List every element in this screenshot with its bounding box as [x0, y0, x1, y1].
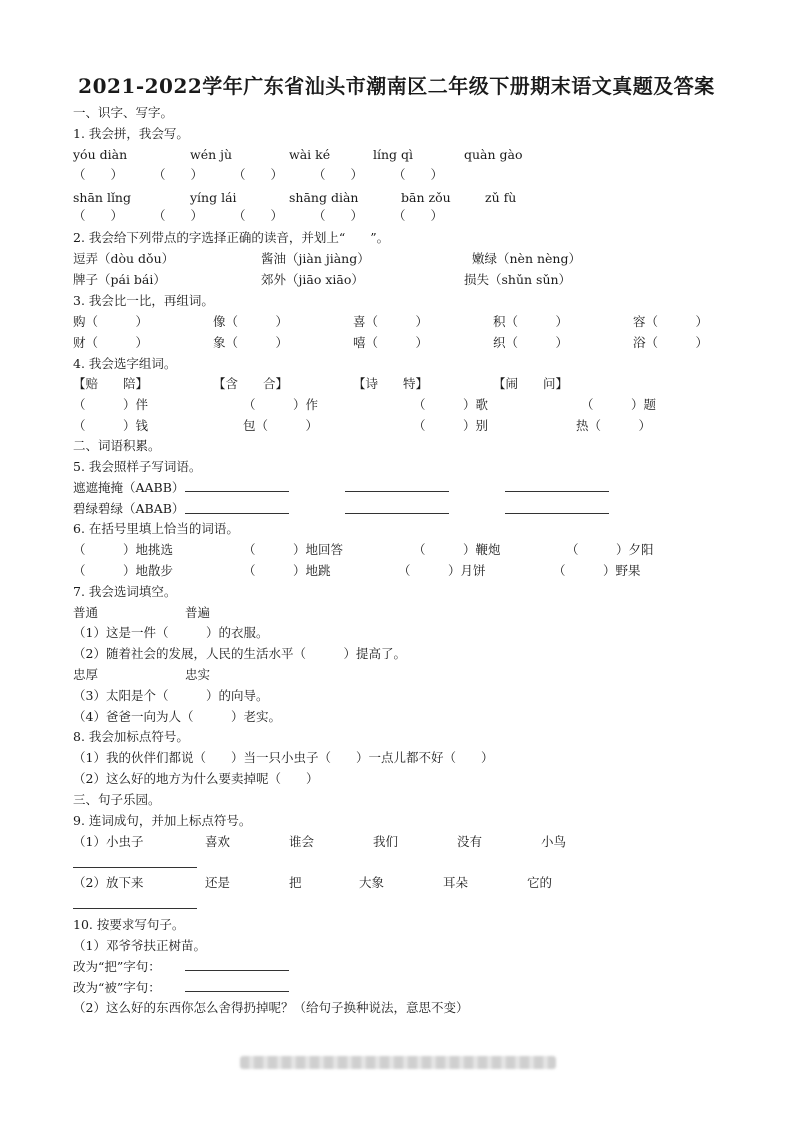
q7-word-option: 忠实 [185, 667, 211, 682]
q4-item[interactable]: （ ）钱 [73, 418, 149, 433]
q1-pinyin-1: yóu diàn [73, 147, 128, 162]
q3-item[interactable]: 像（ ） [213, 314, 289, 329]
q8-label: 8. 我会加标点符号。 [73, 729, 189, 744]
q7-word-option: 普遍 [185, 605, 211, 620]
q1-answer-paren[interactable]: （ ） [313, 208, 364, 223]
q1-answer-paren[interactable]: （ ） [73, 167, 124, 182]
q6-item[interactable]: （ ）鞭炮 [413, 542, 501, 557]
q1-pinyin-5: quàn gào [464, 147, 523, 162]
q4-item[interactable]: （ ）伴 [73, 397, 149, 412]
q6-item[interactable]: （ ）夕阳 [566, 542, 654, 557]
q7-label: 7. 我会选词填空。 [73, 584, 177, 599]
q3-item[interactable]: 嘻（ ） [353, 335, 429, 350]
q4-char-group: 【含 合】 [213, 376, 289, 391]
q6-item[interactable]: （ ）地散步 [73, 563, 174, 578]
q6-item[interactable]: （ ）月饼 [398, 563, 486, 578]
q10-item: （2）这么好的东西你怎么舍得扔掉呢？（给句子换种说法，意思不变） [73, 1000, 469, 1015]
q10-item: （1）邓爷爷扶正树苗。 [73, 938, 206, 953]
q1-answer-paren[interactable]: （ ） [393, 208, 444, 223]
answer-line[interactable] [73, 908, 197, 909]
q4-item[interactable]: （ ）作 [243, 397, 319, 412]
answer-line[interactable] [185, 970, 289, 971]
q1-answer-paren[interactable]: （ ） [393, 167, 444, 182]
q1-pinyin-4: líng qì [373, 147, 414, 162]
q4-char-group: 【诗 特】 [353, 376, 429, 391]
q1-pinyin-10: zǔ fù [485, 190, 517, 205]
q7-word-option: 忠厚 [73, 667, 99, 682]
q5-label: 5. 我会照样子写词语。 [73, 459, 202, 474]
q10-bei-prompt: 改为“被”字句： [73, 980, 161, 995]
q9-word: （1）小虫子 [73, 834, 144, 849]
q2-item[interactable]: 牌子（pái bái） [73, 272, 166, 287]
q8-item[interactable]: （1）我的伙伴们都说（ ）当一只小虫子（ ）一点儿都不好（ ） [73, 750, 494, 765]
q9-label: 9. 连词成句，并加上标点符号。 [73, 813, 252, 828]
q3-item[interactable]: 财（ ） [73, 335, 149, 350]
q4-item[interactable]: 包（ ） [243, 418, 319, 433]
q1-pinyin-2: wén jù [190, 147, 233, 162]
q6-item[interactable]: （ ）地跳 [243, 563, 331, 578]
q3-item[interactable]: 积（ ） [493, 314, 569, 329]
q4-item[interactable]: （ ）题 [581, 397, 657, 412]
q3-item[interactable]: 象（ ） [213, 335, 289, 350]
q6-label: 6. 在括号里填上恰当的词语。 [73, 521, 239, 536]
q3-item[interactable]: 容（ ） [633, 314, 709, 329]
q1-answer-paren[interactable]: （ ） [233, 208, 284, 223]
q2-item[interactable]: 酱油（jiàn jiàng） [261, 251, 370, 266]
q10-label: 10. 按要求写句子。 [73, 917, 185, 932]
q4-char-group: 【赔 陪】 [73, 376, 149, 391]
answer-line[interactable] [345, 491, 449, 492]
q1-pinyin-7: yíng lái [190, 190, 237, 205]
q6-item[interactable]: （ ）地挑选 [73, 542, 174, 557]
q5-example-aabb: 遮遮掩掩（AABB） [73, 480, 185, 495]
q3-item[interactable]: 织（ ） [493, 335, 569, 350]
q9-word: （2）放下来 [73, 875, 144, 890]
q7-item[interactable]: （3）太阳是个（ ）的向导。 [73, 688, 269, 703]
q2-item[interactable]: 郊外（jiāo xiāo） [261, 272, 364, 287]
q4-char-group: 【闹 问】 [493, 376, 569, 391]
q9-word: 小鸟 [541, 834, 567, 849]
q4-label: 4. 我会选字组词。 [73, 356, 177, 371]
answer-line[interactable] [505, 491, 609, 492]
q1-answer-paren[interactable]: （ ） [313, 167, 364, 182]
q9-word: 喜欢 [205, 834, 231, 849]
section-2-heading: 二、词语积累。 [73, 438, 161, 453]
q9-word: 我们 [373, 834, 399, 849]
q9-word: 它的 [527, 875, 553, 890]
q4-item[interactable]: （ ）别 [413, 418, 489, 433]
q8-item[interactable]: （2）这么好的地方为什么要卖掉呢（ ） [73, 771, 319, 786]
q1-pinyin-6: shān lǐng [73, 190, 131, 205]
q6-item[interactable]: （ ）地回答 [243, 542, 344, 557]
q9-word: 大象 [359, 875, 385, 890]
q3-item[interactable]: 购（ ） [73, 314, 149, 329]
blurred-footer-watermark [240, 1056, 556, 1069]
q10-ba-prompt: 改为“把”字句： [73, 959, 161, 974]
page-title: 2021-2022学年广东省汕头市潮南区二年级下册期末语文真题及答案 [78, 74, 715, 98]
answer-line[interactable] [185, 513, 289, 514]
q7-item[interactable]: （4）爸爸一向为人（ ）老实。 [73, 709, 281, 724]
q3-item[interactable]: 喜（ ） [353, 314, 429, 329]
q2-item[interactable]: 嫩绿（nèn nèng） [472, 251, 581, 266]
q9-word: 把 [289, 875, 302, 890]
q6-item[interactable]: （ ）野果 [553, 563, 641, 578]
q1-answer-paren[interactable]: （ ） [153, 208, 204, 223]
q1-pinyin-8: shāng diàn [289, 190, 359, 205]
q2-item[interactable]: 逗弄（dòu dǒu） [73, 251, 175, 266]
q4-item[interactable]: （ ）歌 [413, 397, 489, 412]
q1-label: 1. 我会拼，我会写。 [73, 126, 189, 141]
q2-item[interactable]: 损失（shǔn sǔn） [464, 272, 572, 287]
q5-example-abab: 碧绿碧绿（ABAB） [73, 501, 185, 516]
answer-line[interactable] [185, 991, 289, 992]
answer-line[interactable] [345, 513, 449, 514]
q4-item[interactable]: 热（ ） [576, 418, 652, 433]
q1-answer-paren[interactable]: （ ） [153, 167, 204, 182]
q3-item[interactable]: 浴（ ） [633, 335, 709, 350]
q1-answer-paren[interactable]: （ ） [233, 167, 284, 182]
q9-word: 没有 [457, 834, 483, 849]
answer-line[interactable] [505, 513, 609, 514]
q1-answer-paren[interactable]: （ ） [73, 208, 124, 223]
q7-item[interactable]: （1）这是一件（ ）的衣服。 [73, 625, 269, 640]
q1-pinyin-3: wài ké [289, 147, 331, 162]
q9-word: 谁会 [289, 834, 315, 849]
q2-label: 2. 我会给下列带点的字选择正确的读音，并划上“ ”。 [73, 230, 390, 245]
q7-item[interactable]: （2）随着社会的发展，人民的生活水平（ ）提高了。 [73, 646, 406, 661]
q7-word-option: 普通 [73, 605, 99, 620]
section-1-heading: 一、识字、写字。 [73, 105, 174, 120]
q1-pinyin-9: bān zǒu [401, 190, 451, 205]
q9-word: 耳朵 [443, 875, 469, 890]
q3-label: 3. 我会比一比，再组词。 [73, 293, 214, 308]
answer-line[interactable] [73, 867, 197, 868]
answer-line[interactable] [185, 491, 289, 492]
q9-word: 还是 [205, 875, 231, 890]
section-3-heading: 三、句子乐园。 [73, 792, 161, 807]
